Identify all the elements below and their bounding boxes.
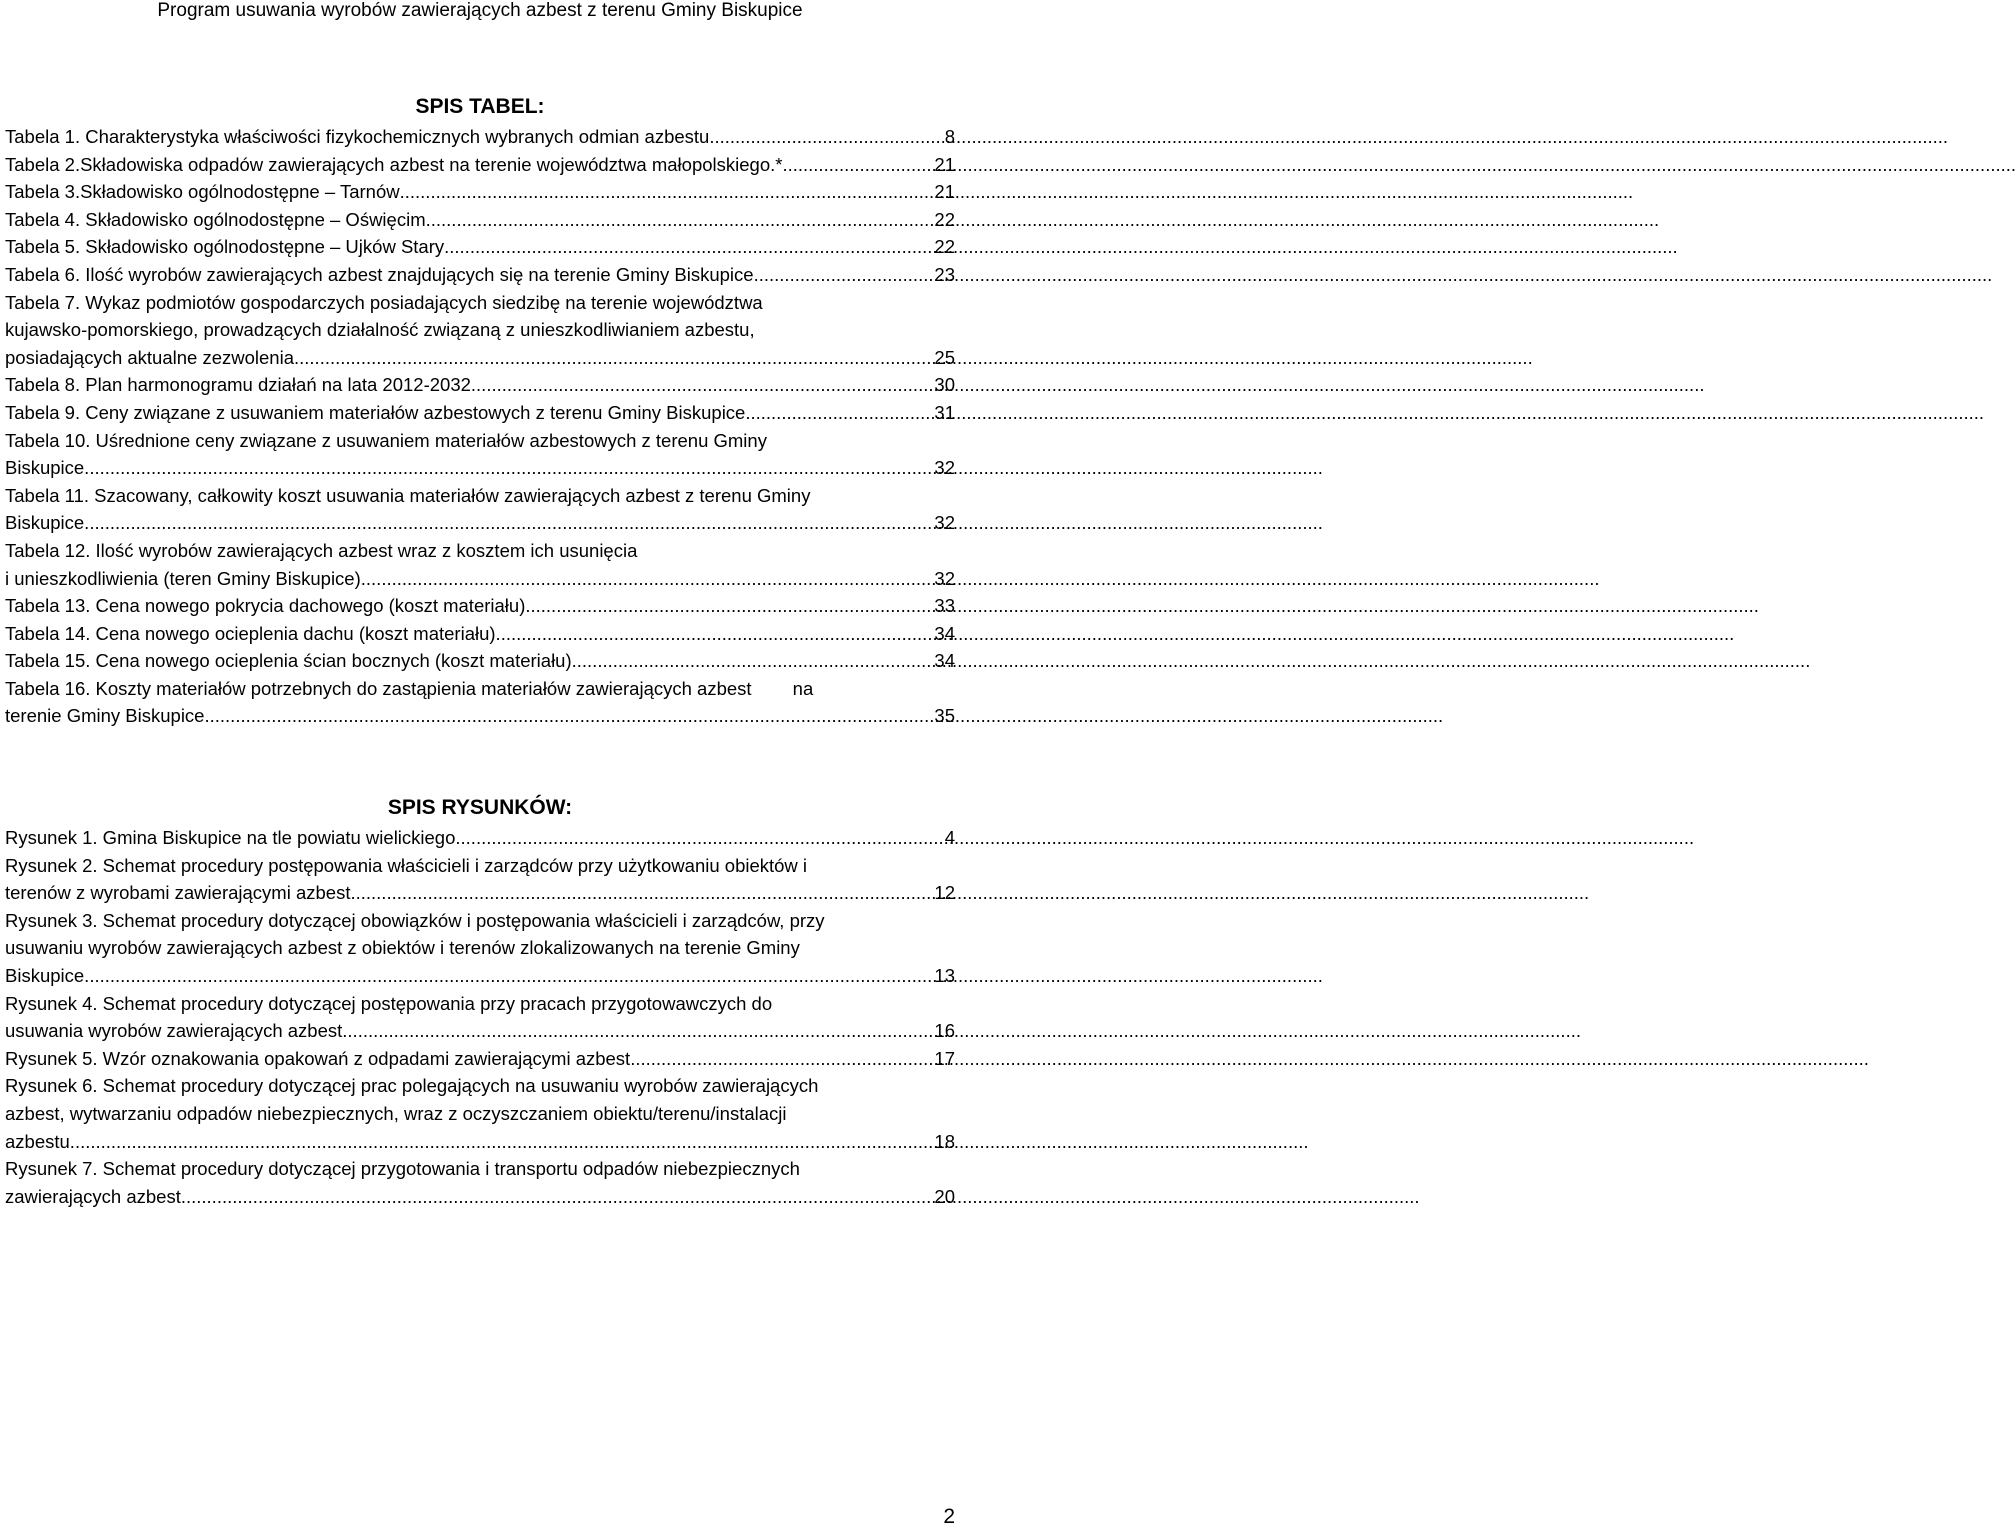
figure-entry-text: Rysunek 5. Wzór oznakowania opakowań z odpadami zawierającymi azbest. (5, 1047, 636, 1069)
table-entry-text: Tabela 7. Wykaz podmiotów gospodarczych posiadających siedzibę na terenie województwa (5, 291, 763, 313)
dot-leader (89, 962, 932, 990)
table-entry[interactable] (5, 482, 955, 537)
figure-entry-text: terenów z wyrobami zawierającymi azbest. (5, 882, 356, 904)
table-entry[interactable] (5, 233, 955, 261)
table-entry-text: Tabela 10. Uśrednione ceny związane z usuwaniem materiałów azbestowych z terenu Gminy (5, 429, 767, 451)
dot-leader (525, 592, 932, 620)
table-entry-page: 22 (934, 208, 955, 230)
figure-entry-page: 17 (934, 1047, 955, 1069)
table-entry-text: Tabela 8. Plan harmonogramu działań na lata 2012-2032 (5, 374, 471, 396)
dot-leader (714, 123, 942, 151)
figure-entry-text: Rysunek 2. Schemat procedury postępowania właścicieli i zarządców przy użytkowaniu obiektów i (5, 854, 808, 876)
figure-entry-text: azbest, wytwarzaniu odpadów niebezpiecznych, wraz z oczyszczaniem obiektu/terenu/instalacji (5, 1102, 787, 1124)
figure-entry-page: 13 (934, 964, 955, 986)
table-entry-text: Tabela 6. Ilość wyrobów zawierających azbest znajdujących się na terenie Gminy Biskupice. (5, 263, 759, 285)
figure-entry-text: Rysunek 1. Gmina Biskupice na tle powiatu wielickiego. (5, 827, 461, 848)
table-entry-text: Tabela 14. Cena nowego ocieplenia dachu (koszt materiału). (5, 622, 501, 644)
table-entry-text: Biskupice. (5, 457, 90, 479)
table-entry[interactable] (5, 151, 955, 179)
dot-leader (75, 1128, 932, 1156)
table-entry-page: 25 (934, 346, 955, 368)
figure-entry-text: Rysunek 3. Schemat procedury dotyczącej obowiązków i postępowania właścicieli i zarządców, przy (5, 909, 825, 931)
dot-leader (89, 509, 932, 537)
figure-entry-page: 16 (934, 1020, 955, 1042)
figure-entry-page: 18 (934, 1130, 955, 1152)
dot-leader (461, 824, 943, 852)
figures-section-title: SPIS RYSUNKÓW: (387, 796, 573, 819)
table-entry-text: i unieszkodliwienia (teren Gminy Biskupice). (5, 567, 366, 589)
tables-section-title: SPIS TABEL: (415, 95, 545, 118)
table-entry-text: Biskupice. (5, 512, 90, 534)
figure-entry-text: Rysunek 7. Schemat procedury dotyczącej przygotowania i transportu odpadów niebezpiecznych (5, 1158, 800, 1180)
table-entry[interactable] (5, 371, 955, 399)
table-entry-page: 21 (934, 181, 955, 203)
dot-leader (577, 647, 933, 675)
figure-entry[interactable] (5, 1045, 955, 1073)
table-entry[interactable] (5, 178, 955, 206)
table-entry[interactable] (5, 427, 955, 482)
table-entry-text: Tabela 1. Charakterystyka właściwości fizykochemicznych wybranych odmian azbestu. (5, 126, 715, 147)
dot-leader (299, 344, 932, 372)
table-entry-page: 32 (934, 457, 955, 479)
figure-entry-text: azbestu. (5, 1130, 75, 1152)
table-entry-text: terenie Gminy Biskupice. (5, 705, 210, 727)
table-entry-text: Tabela 4. Składowisko ogólnodostępne – Oświęcim (5, 208, 426, 230)
table-entry-text: posiadających aktualne zezwolenia. (5, 346, 300, 368)
figure-entry-page: 12 (934, 882, 955, 904)
figure-entry[interactable] (5, 907, 955, 990)
table-entry-text: Tabela 5. Składowisko ogólnodostępne – Ujków Stary (5, 236, 445, 258)
figure-entry[interactable] (5, 1072, 955, 1155)
dot-leader (186, 1183, 932, 1211)
table-entry[interactable] (5, 123, 955, 151)
table-entry-text: Tabela 3.Składowisko ogólnodostępne – Tarnów (5, 181, 400, 203)
table-entry-page: 23 (934, 263, 955, 285)
figure-entry[interactable] (5, 824, 955, 852)
table-entry-text: Tabela 16. Koszty materiałów potrzebnych do zastąpienia materiałów zawierających azbest na (5, 677, 814, 699)
dot-leader (444, 233, 932, 261)
figure-entry[interactable] (5, 852, 955, 907)
figure-entry-page: 20 (934, 1185, 955, 1207)
table-entry-text: Tabela 13. Cena nowego pokrycia dachowego (koszt materiału) (5, 595, 526, 617)
table-entry[interactable] (5, 537, 955, 592)
dot-leader (782, 151, 932, 179)
figure-entry-text: zawierających azbest. (5, 1185, 186, 1207)
table-entry-page: 22 (934, 236, 955, 258)
table-entry-page: 33 (934, 595, 955, 617)
table-entry[interactable] (5, 261, 955, 289)
dot-leader (750, 399, 932, 427)
figures-list (5, 824, 955, 1210)
dot-leader (426, 206, 933, 234)
dot-leader (89, 454, 932, 482)
figure-entry[interactable] (5, 990, 955, 1045)
figure-entry-text: usuwania wyrobów zawierających azbest. (5, 1020, 348, 1042)
dot-leader (501, 620, 933, 648)
table-entry-text: Tabela 15. Cena nowego ocieplenia ścian bocznych (koszt materiału). (5, 650, 577, 672)
dot-leader (356, 879, 933, 907)
table-entry[interactable] (5, 289, 955, 372)
table-entry-page: 34 (934, 650, 955, 672)
dot-leader (471, 371, 933, 399)
dot-leader (366, 565, 933, 593)
table-entry-page: 8 (944, 126, 955, 147)
dot-leader (347, 1017, 932, 1045)
table-entry[interactable] (5, 647, 955, 675)
table-entry-text: Tabela 2.Składowiska odpadów zawierających azbest na terenie województwa małopolskiego.* (5, 153, 783, 175)
dot-leader (635, 1045, 932, 1073)
figure-entry-page: 4 (944, 827, 955, 848)
table-entry[interactable] (5, 675, 955, 730)
table-entry-text: kujawsko-pomorskiego, prowadzących działalność związaną z unieszkodliwianiem azbestu, (5, 319, 755, 341)
table-entry[interactable] (5, 592, 955, 620)
figure-entry[interactable] (5, 1155, 955, 1210)
table-entry[interactable] (5, 399, 955, 427)
table-entry-page: 31 (934, 401, 955, 423)
table-entry[interactable] (5, 206, 955, 234)
table-entry[interactable] (5, 620, 955, 648)
figure-entry-text: usuwaniu wyrobów zawierających azbest z obiektów i terenów zlokalizowanych na terenie Gminy (5, 937, 800, 959)
table-entry-text: Tabela 9. Ceny związane z usuwaniem materiałów azbestowych z terenu Gminy Biskupice. (5, 401, 751, 423)
table-entry-text: Tabela 11. Szacowany, całkowity koszt usuwania materiałów zawierających azbest z terenu Gminy (5, 484, 811, 506)
figure-entry-text: Rysunek 6. Schemat procedury dotyczącej prac polegających na usuwaniu wyrobów zawierających (5, 1075, 819, 1097)
table-entry-page: 32 (934, 567, 955, 589)
dot-leader (400, 178, 933, 206)
table-entry-page: 34 (934, 622, 955, 644)
table-entry-page: 32 (934, 512, 955, 534)
table-entry-page: 21 (934, 153, 955, 175)
page-header: Program usuwania wyrobów zawierających azbest z terenu Gminy Biskupice (157, 0, 803, 21)
tables-list (5, 123, 955, 730)
table-entry-page: 30 (934, 374, 955, 396)
table-entry-page: 35 (934, 705, 955, 727)
figure-entry-text: Biskupice. (5, 964, 90, 986)
dot-leader (210, 702, 933, 730)
page-number: 2 (943, 1505, 955, 1528)
dot-leader (759, 261, 933, 289)
table-entry-text: Tabela 12. Ilość wyrobów zawierających azbest wraz z kosztem ich usunięcia (5, 539, 638, 561)
figure-entry-text: Rysunek 4. Schemat procedury dotyczącej postępowania przy pracach przygotowawczych do (5, 992, 773, 1014)
